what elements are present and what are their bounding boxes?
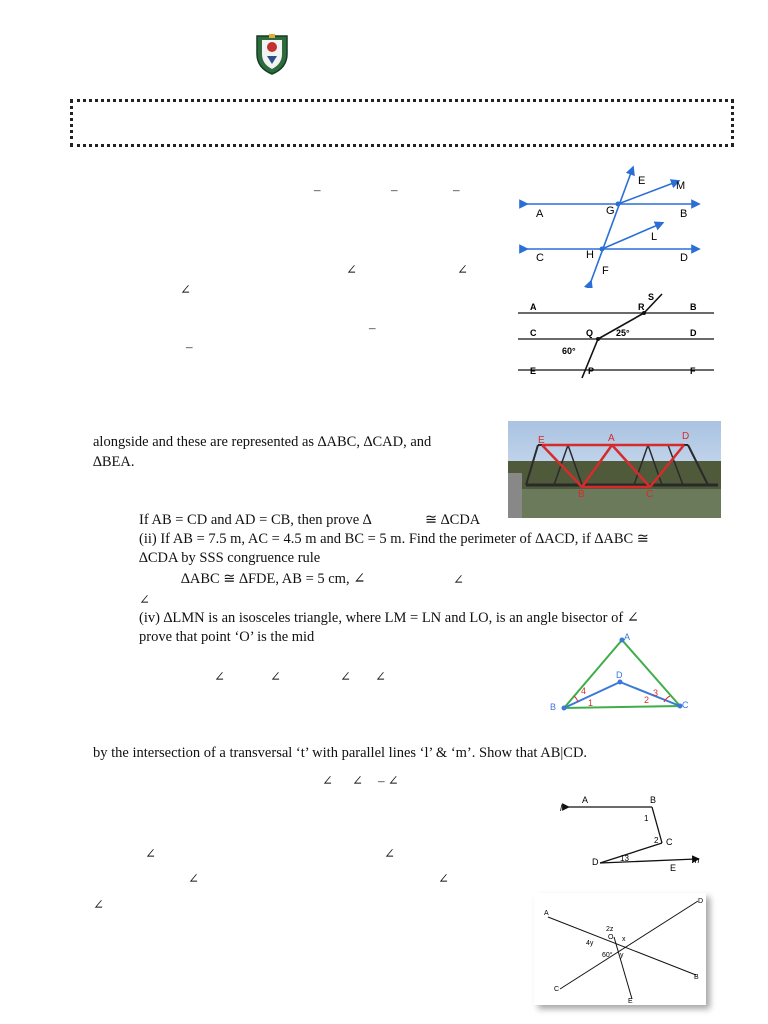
angle-symbol: ∠ (352, 773, 363, 788)
subquestion-iv-cont: prove that point ‘O’ is the mid (139, 629, 315, 645)
subquestion-iv: (iv) ∆LMN is an isosceles triangle, where LM = LN and LO, is an angle bisector of ∠ (139, 610, 639, 626)
fig1-label: B (680, 208, 688, 220)
fig1-label: C (536, 252, 544, 264)
fig1-label: F (602, 265, 609, 277)
figure-parallel-lines-2 (514, 288, 718, 384)
figure-zigzag (560, 793, 708, 873)
fig2-label: D (690, 328, 697, 338)
fig5-label: E (670, 863, 677, 873)
fig3-label: B (578, 489, 585, 500)
fig5-label: l (560, 803, 562, 813)
fig5-label: B (650, 795, 657, 805)
fig4-label: A (624, 632, 631, 642)
minus-angle-symbol: – ∠ (378, 773, 399, 788)
angle-symbol: ∠ (93, 897, 104, 912)
angle-symbol: ∠ (438, 871, 449, 886)
fig4-label: B (550, 702, 557, 712)
fig1-label: G (606, 205, 615, 217)
fig6-label: 4y (586, 940, 594, 947)
fig6-label: E (628, 998, 633, 1005)
question-text-line: ∆BEA. (93, 454, 135, 470)
question-text-line: alongside and these are represented as ∆ABC, ∆CAD, and (93, 434, 432, 450)
angle-symbol: ∠ (384, 846, 395, 861)
fig1-label: E (638, 175, 646, 187)
fig5-label: D (592, 857, 599, 867)
fig1-label: H (586, 249, 594, 261)
subquestion-ii: (ii) If AB = 7.5 m, AC = 4.5 m and BC = 5 m. Find the perimeter of ∆ACD, if ∆ABC ≅ (139, 531, 649, 547)
dash-symbol: – (314, 182, 321, 197)
fig1-label: L (651, 231, 658, 243)
fig3-label: C (646, 489, 654, 500)
fig5-label: 13 (620, 854, 629, 863)
angle-symbol: ∠ (270, 669, 281, 684)
school-logo (249, 30, 295, 76)
figure-parallel-lines-1 (518, 164, 702, 288)
fig4-label: 3 (653, 688, 659, 698)
subquestion-ii-cont: ∆CDA by SSS congruence rule (139, 550, 321, 566)
figure-triangle (544, 632, 696, 716)
fig4-label: C (682, 700, 689, 710)
fig6-label: C (554, 986, 560, 993)
fig5-label: m (692, 855, 700, 865)
fig2-label: F (690, 366, 696, 376)
angle-symbol: ∠ (188, 871, 199, 886)
fig2-label: 25° (616, 328, 630, 338)
figure-intersecting-lines (534, 893, 706, 1005)
fig6-label: 60° (602, 952, 613, 959)
fig6-label: O (608, 934, 614, 941)
fig6-label: y (620, 952, 624, 959)
fig2-label: S (648, 292, 655, 302)
question-text-line: by the intersection of a transversal ‘t’ with parallel lines ‘l’ & ‘m’. Show that AB|CD. (93, 745, 588, 761)
angle-symbol: ∠ (214, 669, 225, 684)
fig2-label: B (690, 302, 697, 312)
angle-symbol: ∠ (322, 773, 333, 788)
dash-symbol: – (391, 182, 398, 197)
fig4-label: D (616, 670, 623, 680)
fig1-label: M (676, 180, 686, 192)
fig4-label: 4 (581, 686, 587, 696)
fig2-label: P (588, 366, 595, 376)
dash-symbol: – (186, 339, 193, 354)
dash-symbol: – (453, 182, 460, 197)
angle-symbol: ∠ (180, 282, 191, 297)
fig3-label: E (538, 435, 545, 446)
fig2-label: A (530, 302, 537, 312)
fig2-label: R (638, 302, 645, 312)
fig2-label: 60° (562, 346, 576, 356)
fig6-label: D (698, 898, 704, 905)
angle-symbol: ∠ (346, 262, 357, 277)
fig5-label: 2 (654, 836, 659, 845)
angle-symbol: ∠ (139, 592, 150, 607)
angle-symbol: ∠ (145, 846, 156, 861)
fig2-label: E (530, 366, 537, 376)
fig4-label: 2 (644, 695, 650, 705)
fig6-label: A (544, 910, 549, 917)
angle-symbol: ∠ (340, 669, 351, 684)
subquestion-i: If AB = CD and AD = CB, then prove ∆ (139, 512, 372, 528)
fig6-label: x (622, 936, 626, 943)
angle-symbol: ∠ (457, 262, 468, 277)
subquestion-iii: ∆ABC ≅ ∆FDE, AB = 5 cm, ∠ (181, 571, 366, 587)
bridge-photo (508, 421, 721, 518)
fig5-label: C (666, 837, 673, 847)
fig5-label: A (582, 795, 589, 805)
fig1-label: D (680, 252, 688, 264)
angle-symbol: ∠ (375, 669, 386, 684)
fig6-label: B (694, 974, 699, 981)
angle-symbol: ∠ (453, 572, 464, 587)
fig6-label: 2z (606, 926, 614, 933)
fig4-label: 1 (588, 698, 594, 708)
fig1-label: A (536, 208, 544, 220)
subquestion-i-end: ≅ ∆CDA (425, 512, 481, 528)
fig2-label: Q (586, 328, 594, 338)
fig3-label: D (682, 431, 690, 442)
fig3-label: A (608, 433, 615, 444)
fig2-label: C (530, 328, 537, 338)
fig5-label: 1 (644, 814, 649, 823)
dash-symbol: – (369, 320, 376, 335)
title-box (70, 99, 734, 147)
